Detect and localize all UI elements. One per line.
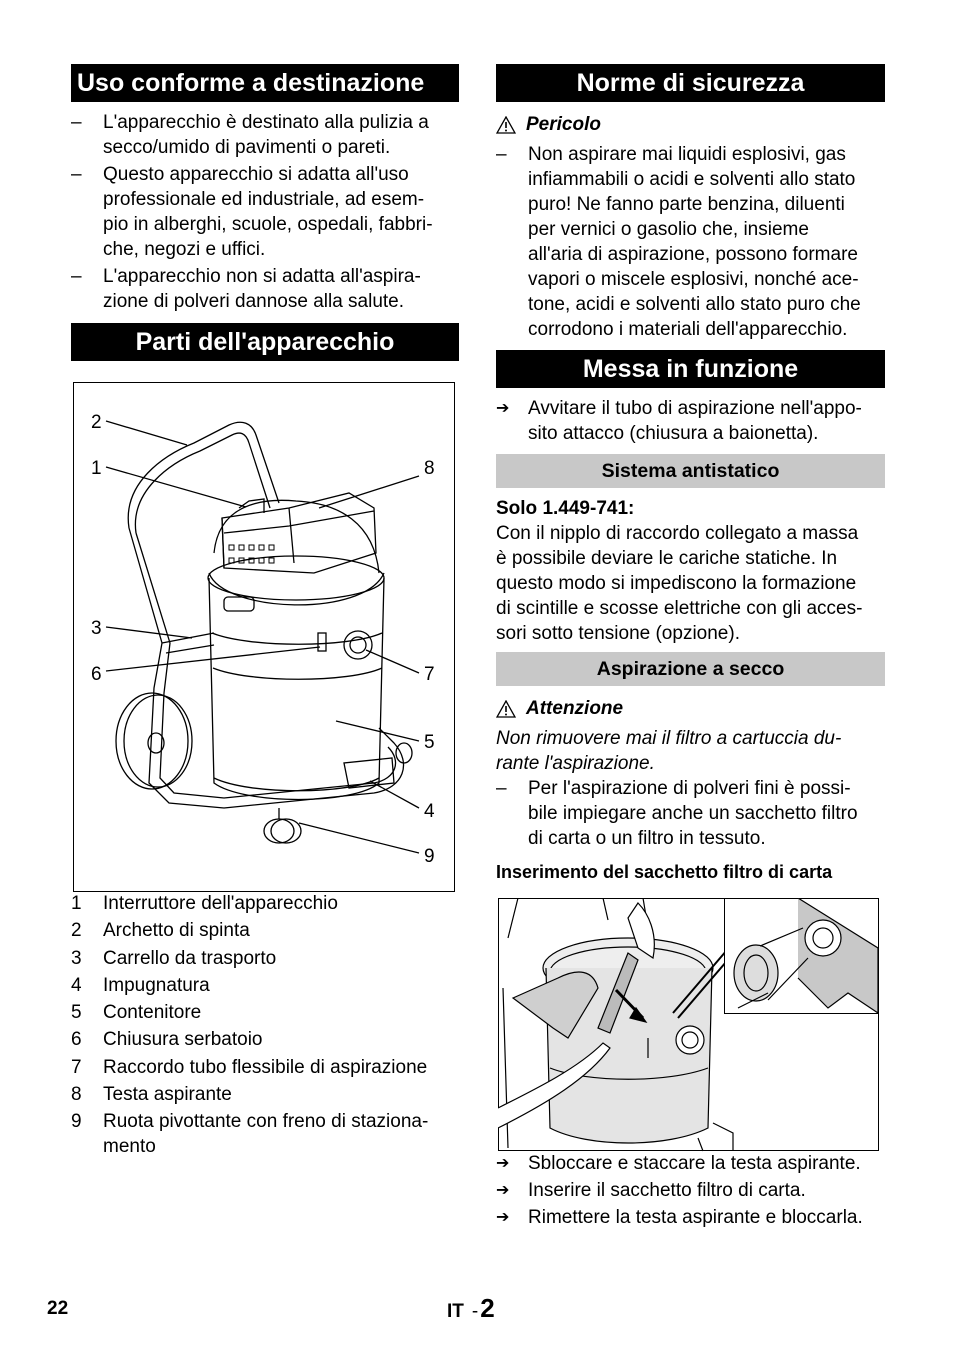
arrow-right-icon: ➔ bbox=[496, 400, 510, 417]
step-item: ➔ Rimettere la testa aspirante e bloccarla. bbox=[496, 1204, 885, 1231]
figure-label: 7 bbox=[424, 664, 435, 685]
figure-label: 3 bbox=[91, 618, 102, 639]
antistatic-text: Solo 1.449-741: Con il nipplo di raccordo collegato a massa è possibile deviare le cariche statiche. In questo modo si impediscono la formazione di scintille e scosse elettriche con gli acces- sori sotto tensione (opzione). bbox=[496, 498, 863, 644]
figure-label: 9 bbox=[424, 846, 435, 867]
list-item: – Per l'aspirazione di polveri fini è possi- bile impiegare anche un sacchetto filtro di carta o un filtro in tessuto. bbox=[496, 778, 858, 849]
list-item: – L'apparecchio non si adatta all'aspira- zione di polveri dannose alla salute. bbox=[71, 266, 421, 312]
section-title-parts: Parti dell'apparecchio bbox=[71, 323, 459, 361]
list-item: 8 Testa aspirante bbox=[71, 1084, 232, 1106]
list-item: 5 Contenitore bbox=[71, 1002, 202, 1024]
filter-bag-figure bbox=[498, 898, 880, 1152]
arrow-right-icon: ➔ bbox=[496, 1155, 510, 1172]
figure-label: 2 bbox=[91, 412, 102, 433]
page-number: 22 bbox=[47, 1298, 69, 1319]
filter-bag-steps bbox=[496, 1150, 885, 1231]
filter-bag-illustration bbox=[498, 898, 880, 1152]
list-item: 7 Raccordo tubo flessibile di aspirazione bbox=[71, 1056, 428, 1078]
subsection-title-antistatic: Sistema antistatico bbox=[496, 454, 885, 488]
figure-label: 8 bbox=[424, 458, 435, 479]
figure-label: 5 bbox=[424, 732, 435, 753]
paper-filter-heading: Inserimento del sacchetto filtro di carta bbox=[496, 862, 833, 882]
warning-triangle-icon bbox=[496, 116, 516, 134]
figure-label: 6 bbox=[91, 664, 102, 685]
list-item: 3 Carrello da trasporto bbox=[71, 947, 277, 969]
section-title-startup: Messa in funzione bbox=[496, 350, 885, 388]
danger-warning: Pericolo bbox=[496, 112, 885, 138]
section-title-intended-use: Uso conforme a destinazione bbox=[71, 64, 459, 102]
parts-list bbox=[71, 890, 459, 1159]
list-item: 9 Ruota pivottante con freno di staziona- mento bbox=[71, 1111, 429, 1158]
caution-warning: Attenzione bbox=[496, 696, 885, 722]
intended-use-list bbox=[71, 110, 459, 314]
list-item: 6 Chiusura serbatoio bbox=[71, 1029, 263, 1051]
subsection-title-dry-vacuuming: Aspirazione a secco bbox=[496, 652, 885, 686]
warning-triangle-icon bbox=[496, 700, 516, 718]
list-item: – Non aspirare mai liquidi esplosivi, gas infiammabili o acidi e solventi allo stato puro! Ne fanno parte benzina, diluenti per vernici o gasolio che, insieme all'aria di aspirazione, possono formare vapori o miscele esplosivi, nonché ace- tone, acidi e solventi allo stato puro che corrodono i materiali dell'apparecchio. bbox=[496, 144, 861, 340]
step-item: ➔ Inserire il sacchetto filtro di carta. bbox=[496, 1177, 885, 1204]
arrow-right-icon: ➔ bbox=[496, 1209, 510, 1226]
step-item: ➔ Sbloccare e staccare la testa aspirante. bbox=[496, 1150, 885, 1177]
arrow-right-icon: ➔ bbox=[496, 1182, 510, 1199]
vacuum-cleaner-illustration bbox=[74, 383, 454, 891]
left-column bbox=[71, 64, 459, 1158]
figure-label: 4 bbox=[424, 801, 435, 822]
list-item: 4 Impugnatura bbox=[71, 974, 210, 996]
page-language: IT - 2 bbox=[447, 1293, 495, 1323]
list-item: – L'apparecchio è destinato alla pulizia a secco/umido di pavimenti o pareti. bbox=[71, 112, 429, 158]
caution-text: Non rimuovere mai il filtro a cartuccia du- rante l'aspirazione. bbox=[496, 728, 842, 774]
device-figure bbox=[73, 382, 455, 892]
dry-vacuuming-content bbox=[496, 696, 885, 885]
figure-label: 1 bbox=[91, 458, 102, 479]
right-column bbox=[496, 64, 885, 1228]
list-item: 2 Archetto di spinta bbox=[71, 920, 250, 942]
section-title-safety: Norme di sicurezza bbox=[496, 64, 885, 102]
step-item: ➔ Avvitare il tubo di aspirazione nell'appo- sito attacco (chiusura a baionetta). bbox=[496, 398, 862, 444]
list-item: – Questo apparecchio si adatta all'uso professionale ed industriale, ad esem- pio in alberghi, scuole, ospedali, fabbri- che, negozi e uffici. bbox=[71, 164, 433, 260]
list-item: 1 Interruttore dell'apparecchio bbox=[71, 893, 338, 914]
